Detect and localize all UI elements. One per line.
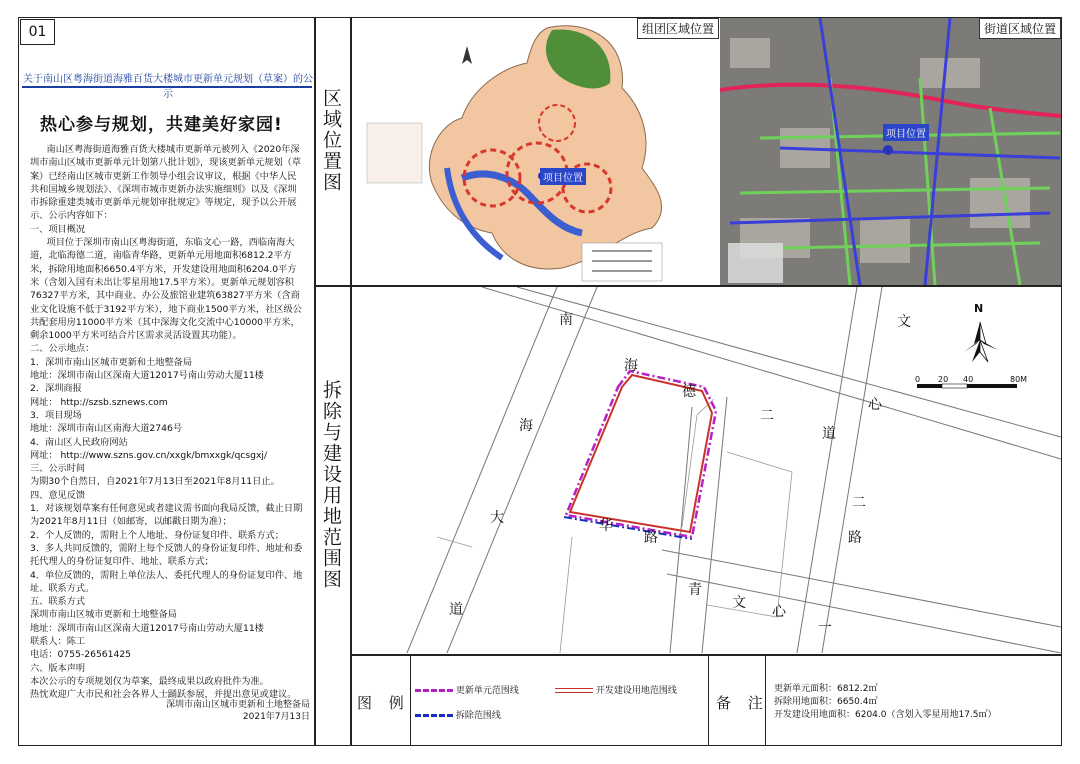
notice-paragraph: 地址：深圳市南山区南海大道2746号 xyxy=(30,423,183,435)
notice-paragraph: 三、公示时间 xyxy=(30,463,86,475)
road-label-char: 路 xyxy=(644,530,658,546)
notice-title: 关于南山区粤海街道海雅百货大楼城市更新单元规划（草案）的公示 xyxy=(23,74,313,100)
street-location-map xyxy=(720,18,1061,285)
notice-paragraph: 南山区粤海街道海雅百货大楼城市更新单元被列入《2020年深圳市南山区城市更新单元计划第八批计划》，现该更新单元规划（草案）已经南山区城市更新工作领导小组会议审议，根据《中华人民共和国城乡规划法》、《深圳市城市更新办法实施细则》以及《深圳市拆除重建类城市更新单元规划审批规定》等规定，现予以公开展示、公示内容如下： xyxy=(30,144,302,222)
notice-paragraph: 热忱欢迎广大市民和社会各界人士踊跃参展，并提出意见或建议。 xyxy=(30,689,297,701)
note-renewal-area: 更新单元面积：6812.2㎡ xyxy=(774,684,878,694)
scale-bar-graphic xyxy=(917,384,1017,388)
road-label-char: 华 xyxy=(599,518,613,534)
notes-title: 备 注 xyxy=(716,694,769,712)
north-label: N xyxy=(974,302,984,315)
road-label-char: 文 xyxy=(732,595,746,611)
sheet-number: 01 xyxy=(20,19,55,45)
cluster-map-tag: 组团区域位置 xyxy=(637,18,719,39)
notice-paragraph: 地址：深圳市南山区深南大道12017号南山劳动大厦11楼 xyxy=(30,370,264,382)
road-label-char: 大 xyxy=(490,510,504,526)
notice-paragraph: 深圳市南山区城市更新和土地整备局 xyxy=(30,609,177,621)
divider-notes xyxy=(708,655,709,746)
notice-title-rule xyxy=(22,86,312,88)
notice-paragraph: 本次公示的专项规划仅为草案，最终成果以政府批件为准。 xyxy=(30,675,269,687)
notice-paragraph: 地址：深圳市南山区深南大道12017号南山劳动大厦11楼 xyxy=(30,622,264,634)
site-plan xyxy=(352,287,1061,653)
scale-label-40: 40 xyxy=(963,375,974,384)
notice-paragraph: 网址： http://szsb.sznews.com xyxy=(30,396,168,408)
notice-paragraph: 4．南山区人民政府网站 xyxy=(30,436,128,448)
road-label-char: 海 xyxy=(519,418,533,434)
notice-paragraph: 电话：0755-26561425 xyxy=(30,649,132,661)
notice-paragraph: 联系人：陈工 xyxy=(30,635,86,647)
legend-label-dev: 开发建设用地范围线 xyxy=(595,686,677,696)
notice-slogan: 热心参与规划，共建美好家园! xyxy=(40,115,283,135)
notice-paragraph: 二、公示地点： xyxy=(30,343,95,355)
notice-paragraph: 2．个人反馈的，需附上个人地址、身份证复印件、联系方式； xyxy=(30,529,284,541)
cluster-location-map xyxy=(352,18,719,285)
cluster-project-label: 项目位置 xyxy=(540,168,586,185)
notice-paragraph: 4．单位反馈的，需附上单位法人、委托代理人的身份证复印件、地址、联系方式。 xyxy=(30,569,303,594)
scale-label-80: 80M xyxy=(1010,375,1028,384)
notice-paragraph: 1．深圳市南山区城市更新和土地整备局 xyxy=(30,356,193,368)
notice-paragraph: 1．对该规划草案有任何意见或者建议需书面向我局反馈，截止日期为2021年8月11日（如邮寄，以邮戳日期为准）； xyxy=(30,503,303,528)
road-label-char: 道 xyxy=(822,426,836,442)
notice-paragraph: 一、项目概况 xyxy=(30,223,86,235)
notice-paragraph: 六、版本声明 xyxy=(30,662,86,674)
legend-label-renewal: 更新单元范围线 xyxy=(455,686,519,696)
cluster-map-graphic xyxy=(352,18,719,285)
notice-signature: 深圳市南山区城市更新和土地整备局 xyxy=(165,700,310,710)
note-demolition-area: 拆除用地面积：6650.4㎡ xyxy=(774,697,878,707)
road-label-char: 路 xyxy=(848,530,862,546)
notice-paragraph: 项目位于深圳市南山区粤海街道，东临文心一路，西临南海大道，北临海德二道，南临青华路，更新单元用地面积6812.2平方米，拆除用地面积6650.4平方米，开发建设用地面积6204.0平方米（含划入国有未出让零星用地17.5平方米）。更新单元规划容积76327平方米，其中商业、办公及旅馆业建筑63827平方米（含商业文化设施不低于3192平方米），地下商业1500平方米，社区级公共配套用房11000平方米（其中深海文化交流中心10000平方米，剩余1000平方米可结合片区需求灵活设置其功能）。 xyxy=(30,237,302,342)
legend-item-demolition xyxy=(415,708,501,721)
divider-legend-title xyxy=(410,655,411,746)
divider-left xyxy=(314,17,316,746)
legend-label-demolition: 拆除范围线 xyxy=(455,711,501,721)
street-project-label: 项目位置 xyxy=(883,124,929,141)
legend-item-dev xyxy=(555,683,677,696)
notice-date: 2021年7月13日 xyxy=(242,712,310,722)
scale-label-20: 20 xyxy=(938,375,949,384)
road-label-char: 二 xyxy=(852,495,866,511)
road-label-char: 文 xyxy=(897,314,911,330)
legend-title: 图 例 xyxy=(357,694,410,712)
road-label-char: 心 xyxy=(772,604,786,620)
road-label-char: 青 xyxy=(688,582,702,598)
road-label-char: 道 xyxy=(449,602,463,618)
road-label-char: 二 xyxy=(760,408,774,424)
street-map-graphic xyxy=(720,18,1061,285)
road-label-char: 南 xyxy=(559,312,573,328)
notes-lines xyxy=(774,683,997,722)
notice-body xyxy=(30,143,305,701)
road-label-char: 一 xyxy=(818,620,832,636)
divider-legend xyxy=(350,654,1062,656)
notice-paragraph: 四、意见反馈 xyxy=(30,489,86,501)
legend-item-renewal xyxy=(415,683,519,696)
legend-items xyxy=(415,680,705,740)
note-dev-area: 开发建设用地面积：6204.0（含划入零星用地17.5㎡） xyxy=(774,710,997,720)
road-label-char: 海 xyxy=(624,358,638,374)
notice-paragraph: 3．多人共同反馈的，需附上每个反馈人的身份证复印件、地址和委托代理人的身份证复印件、地址、联系方式； xyxy=(30,542,303,568)
north-arrow-graphic xyxy=(964,322,998,362)
notice-paragraph: 为期30个自然日，自2021年7月13日至2021年8月11日止。 xyxy=(30,476,280,488)
section-label-demolition: 拆除与建设用地范围图 xyxy=(320,380,342,590)
section-label-location: 区域位置图 xyxy=(320,88,342,193)
road-label-char: 德 xyxy=(682,384,696,400)
street-map-tag: 街道区域位置 xyxy=(979,18,1061,39)
notice-paragraph: 2．深圳商报 xyxy=(30,383,82,395)
scale-label-0: 0 xyxy=(915,375,921,384)
notice-paragraph: 3．项目现场 xyxy=(30,409,82,421)
road-label-char: 心 xyxy=(868,397,882,413)
notice-paragraph: 五、联系方式 xyxy=(30,596,86,608)
notice-paragraph: 网址： http://www.szns.gov.cn/xxgk/bmxxgk/qcsgxj/ xyxy=(30,449,268,461)
notice-signature-block xyxy=(166,699,310,723)
